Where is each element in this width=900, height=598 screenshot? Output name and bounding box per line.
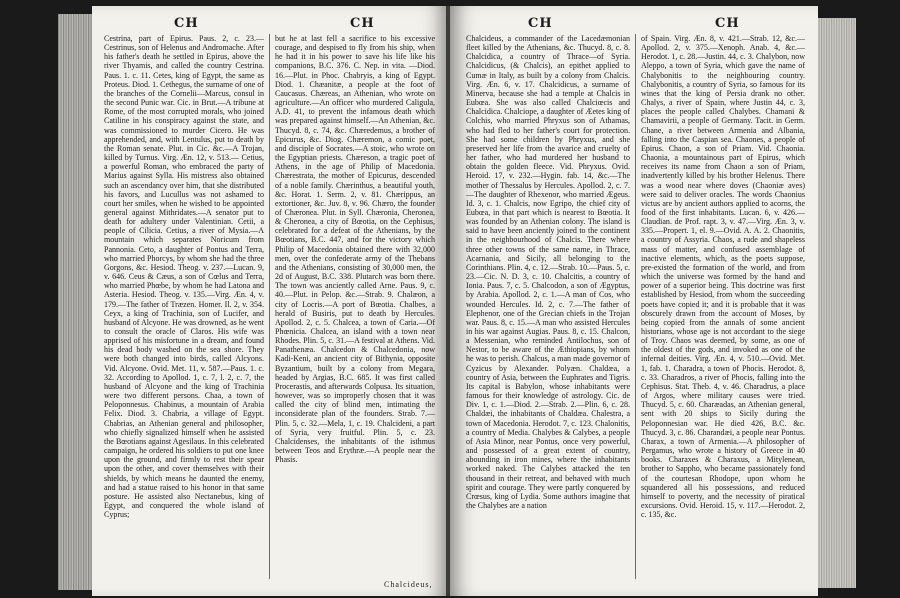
right-page-header-left: CH (528, 16, 553, 31)
left-page-column-2 (275, 34, 435, 582)
right-page-header-right: CH (715, 16, 740, 31)
left-column-2-text: but he at last fell a sacrifice to his excessive courage, and despised to fly from his ship, when he had it in his power to save his life like his companions, B.C. 376. C. Nep. in vita. —Diod. 16.—Plut. in Phoc. Chabryis, a king of Egypt. Diod. 1. Chæanitæ, a people at the foot of Caucasus. Chæreas, an Athenian, who wrote on agriculture.—An officer who murdered Caligula, A.D. 41, to prevent the infamous death which was prepared against himself.—An Athenian, &c. Thucyd. 8, c. 74, &c. Chæredemus, a brother of Epicurus, &c. Diog. Chæremon, a comic poet, and disciple of Socrates.—A stoic, who wrote on the Egyptian priests. Chæreson, a tragic poet of Athens, in the age of Philip of Macedonia. Chærestrata, the mother of Epicurus, descended of a noble family. Chærinthus, a beautiful youth, &c. Horat. 1. Serm. 2, v. 81. Chærippus, an extortioner, &c. Juv. 8, v. 96. Chæro, the founder of Chæronea. Plut. in Syll. Chæronia, Cheronea, & Cheronea, a city of Bœotia, on the Cephisus, celebrated for a defeat of the Athenians, by the Bœotians, B.C. 447, and for the victory which Philip of Macedonia obtained there with 32,000 men, over the confederate army of the Thebans and the Athenians, consisting of 30,000 men, the 2d of August, B.C. 338. Plutarch was born there. The town was anciently called Arne. Paus. 9, c. 40.—Plut. in Pelop. &c.—Strab. 9. Chalæon, a city of Locris.—A port of Bœotia. Chalbes, a herald of Busiris, put to death by Hercules. Apollod. 2, c. 5. Chalcea, a town of Caria.—Of Phœnicia. Chalcea, an island with a town near Rhodes. Plin. 5, c. 31.—A festival at Athens. Vid. Panathenæa. Chalcedon & Chalcedonia, now Kadi-Keni, an ancient city of Bithynia, opposite Byzantium, built by a colony from Megara, headed by Argias, B.C. 685. It was first called Procerastis, and afterwards Colpusa. Its situation, however, was so improperly chosen that it was called the city of blind men, intimating the inconsiderate plan of the founders. Strab. 7.—Plin. 5, c. 32.—Mela, 1, c. 19. Chalcideni, a part of Syria, very fruitful. Plin. 5, c. 23. Chalcidenses, the inhabitants of the isthmus between Teos and Erythræ.—A people near the Phasis. (275, 34, 435, 465)
right-page (450, 6, 818, 596)
right-page-column-2 (641, 34, 805, 582)
right-column-1-text: Chalcideus, a commander of the Lacedæmonian fleet killed by the Athenians, &c. Thucyd. 8, c. 8. Chalcidica, a country of Thrace—of Syria. Chalcidicus, (& Chalcis), an epithet applied to Cumæ in Italy, as built by a colony from Chalcis. Virg. Æn. 6, v. 17. Chalcidicus, a surname of Minerva, because she had a temple at Chalcis in Eubœa. She was also called Chalciœcis and Chalcidica. Chalciope, a daughter of Æetes king of Colchis, who married Phryxus son of Athamas, who had fled to her father's court for protection. She had some children by Phryxus, and she preserved her life from the avarice and cruelty of her father, who had murdered her husband to obtain the golden fleece. Vid. Phryxus. Ovid. Heroid. 17, v. 232.—Hygin. fab. 14, &c.—The mother of Thessalus by Hercules. Apollod. 2, c. 7.—The daughter of Rhexenor, who married Ægeus. Id. 3, c. 1. Chalcis, now Egripo, the chief city of Eubœa, in that part which is nearest to Bœotia. It was founded by an Athenian colony. The island is said to have been anciently joined to the continent in the neighbourhood of Chalcis. There where three other towns of the same name, in Thrace, Acarnania, and Sicily, all belonging to the Corinthians. Plin. 4, c. 12.—Strab. 10.—Paus. 5, c. 23.—Cic. N. D. 3, c. 10. Chalcitis, a country of Ionia. Paus. 7, c. 5. Chalcodon, a son of Ægyptus, by Arabia. Apollod. 2, c. 1.—A man of Cos, who wounded Hercules. Id. 2, c. 7.—The father of Elephenor, one of the Grecian chiefs in the Trojan war. Paus. 8, c. 15.—A man who assisted Hercules in his war against Augias. Paus. 8, c. 15. Chalcon, a Messenian, who reminded Antilochus, son of Nestor, to be aware of the Æthiopians, by whom he was to perish. Chalcus, a man made governor of Cyzicus by Alexander. Polyæn. Chaldæa, a country of Asia, between the Euphrates and Tigris. Its capital is Babylon, whose inhabitants were famous for their knowledge of astrology. Cic. de Div. 1, c. 1.—Diod. 2.—Strab. 2.—Plin. 6, c. 28. Chaldæi, the inhabitants of Chaldæa. Chalestra, a town of Macedonia. Herodot. 7, c. 123. Chalonitis, a country of Media. Chalybes & Calybes, a people of Asia Minor, near Pontus, once very powerful, and possessed of a great extent of country, abounding in iron mines, where the inhabitants worked naked. The Calybes attacked the ten thousand in their retreat, and behaved with much spirit and courage. They were partly conquered by Crœsus, king of Lydia. Some authors imagine that the Chalybes are a nation (466, 34, 630, 510)
left-column-1-text: Cestrina, part of Epirus. Paus. 2, c. 23.— Cestrinus, son of Helenus and Andromache. After his father's death he settled in Epirus, above the river Thyamis, and called the country Cestrina. Paus. 1. c. 11. Cetes, king of Egypt, the same as Proteus. Diod. 1. Cethegus, the surname of one of the branches of the Cornelii—Marcus, consul in the second Punic war. Cic. in Brut.—A tribune at Rome, of the most corrupted morals, who joined Catiline in his conspiracy against the state, and was commissioned to murder Cicero. He was apprehended, and, with Lentulus, put to death by the Roman senate. Plut. in Cic. &c.—A Trojan, killed by Turnus. Virg. Æn. 12, v. 513.— Cetius, a powerful Roman, who embraced the party of Marius against Sylla. His mistress also obtained such an ascendancy over him, that she distributed his favors, and Lucullus was not ashamed to court her smiles, when he wished to be appointed general against Mithridates.—A senator put to death for adultery under Valentinian. Cetii, a people of Cilicia. Cetius, a river of Mysia.—A mountain which separates Noricum from Pannonia. Ceto, a daughter of Pontus and Terra, who married Phorcys, by whom she had the three Gorgons, &c. Hesiod. Theog. v. 237.—Lucan. 9, v. 646. Ceus & Cæus, a son of Cœlus and Terra, who married Phœbe, by whom he had Latona and Asteria. Hesiod. Theog. v. 135.—Virg. Æn. 4, v. 179.—The father of Træzen. Homer. Il. 2, v. 354. Ceyx, a king of Trachinia, son of Lucifer, and husband of Alcyone. He was drowned, as he went to consult the oracle of Claros. His wife was apprised of his misfortune in a dream, and found his dead body washed on the sea shore. They were both changed into birds, called Alcyons. Vid. Alcyone. Ovid. Met. 11, v. 587.—Paus. 1. c. 32. According to Apollod. 1, c. 7, l. 2, c. 7, the husband of Alcyone and the king of Trachinia were two different persons. Chaa, a town of Peloponnesus. Chabinus, a mountain of Arabia Felix. Diod. 3. Chabria, a village of Egypt. Chabrias, an Athenian general and philosopher, who chiefly signalized himself when he assisted the Bœotians against Agesilaus. In this celebrated campaign, he ordered his soldiers to put one knee upon the ground, and firmly to rest their spear upon the other, and cover themselves with their shields, by which means he daunted the enemy, and had a statue raised to his honor in that same posture. He assisted also Nectanebus, king of Egypt, and conquered the whole island of Cyprus; (104, 34, 264, 520)
right-page-edges (816, 18, 856, 588)
left-page-edges (58, 14, 92, 590)
right-page-column-1 (466, 34, 630, 582)
open-book (58, 6, 818, 596)
right-page-column-rule (635, 34, 636, 579)
left-page-column-1 (104, 34, 264, 582)
left-page (92, 6, 448, 596)
left-page-column-rule (269, 34, 270, 579)
left-page-header-left: CH (174, 16, 199, 31)
left-page-header-right: CH (350, 16, 375, 31)
right-column-2-text: of Spain. Virg. Æn. 8, v. 421.—Strab. 12, &c.—Apollod. 2, v. 375.—Xenoph. Anab. 4, &c.—Herodot. 1, c. 28.—Justin. 44, c. 3. Chalybon, now Aleppo, a town of Syria, which gave the name of Chalybonitis to the neighbouring country. Chalybonitis, a country of Syria, so famous for its wines that the king of Persia drank no other. Chalys, a river of Spain, where Justin 44, c. 3, places the people called Chalybes. Chamani & Chamavirii, a people of Germany. Tacit. in Germ. Chane, a river between Armenia and Albania, falling into the Caspian sea. Chaones, a people of Epirus. Chaon, a son of Priam. Vid. Chaonia. Chaonia, a mountainous part of Epirus, which receives its name from Chaon a son of Priam, inadvertently killed by his brother Helenus. There was a wood near where doves (Chaoniæ aves) were said to deliver oracles. The words Chaonius victus are by ancient authors applied to acorns, the food of the first inhabitants. Lucan. 6, v. 426.—Claudian. de Prof. rapt. 3, v. 47.—Virg. Æn. 3, v. 335.—Propert. 1, el. 9.—Ovid. A. A. 2. Chaonitis, a country of Assyria. Chaos, a rude and shapeless mass of matter, and confused assemblage of inactive elements, which, as the poets suppose, pre-existed the formation of the world, and from which the universe was formed by the hand and power of a superior being. This doctrine was first established by Hesiod, from whom the succeeding poets have copied it; and it is probable that it was obscurely drawn from the account of Moses, by being copied from the annals of some ancient historians, whose age is not accordant to the siege of Troy. Chaos was deemed, by some, as one of the oldest of the gods, and invoked as one of the infernal deities. Virg. Æn. 4, v. 510.—Ovid. Met. 1, fab. 1. Charadra, a town of Phocis. Herodot. 8, c. 33. Charadros, a river of Phocis, falling into the Cephisus. Stat. Theb. 4, v. 46. Charadrus, a place of Argos, where military causes were tried. Thucyd. 5, c. 60. Charæadas, an Athenian general, sent with 20 ships to Sicily during the Peloponnesian war. He died 426, B.C. &c. Thucyd. 3, c. 86. Charandæi, a people near Pontus. Charax, a town of Armenia.—A philosopher of Pergamus, who wrote a history of Greece in 40 books. Charaxes & Charaxus, a Mitylenean, brother to Sappho, who became passionately fond of the courtesan Rhodope, upon whom he squandered all his possessions, and reduced himself to poverty, and the necessity of piratical excursions. Ovid. Heroid. 15, v. 117.—Herodot. 2, c. 135, &c. (641, 34, 805, 520)
left-page-catchword: Chalcideus, (384, 580, 433, 589)
